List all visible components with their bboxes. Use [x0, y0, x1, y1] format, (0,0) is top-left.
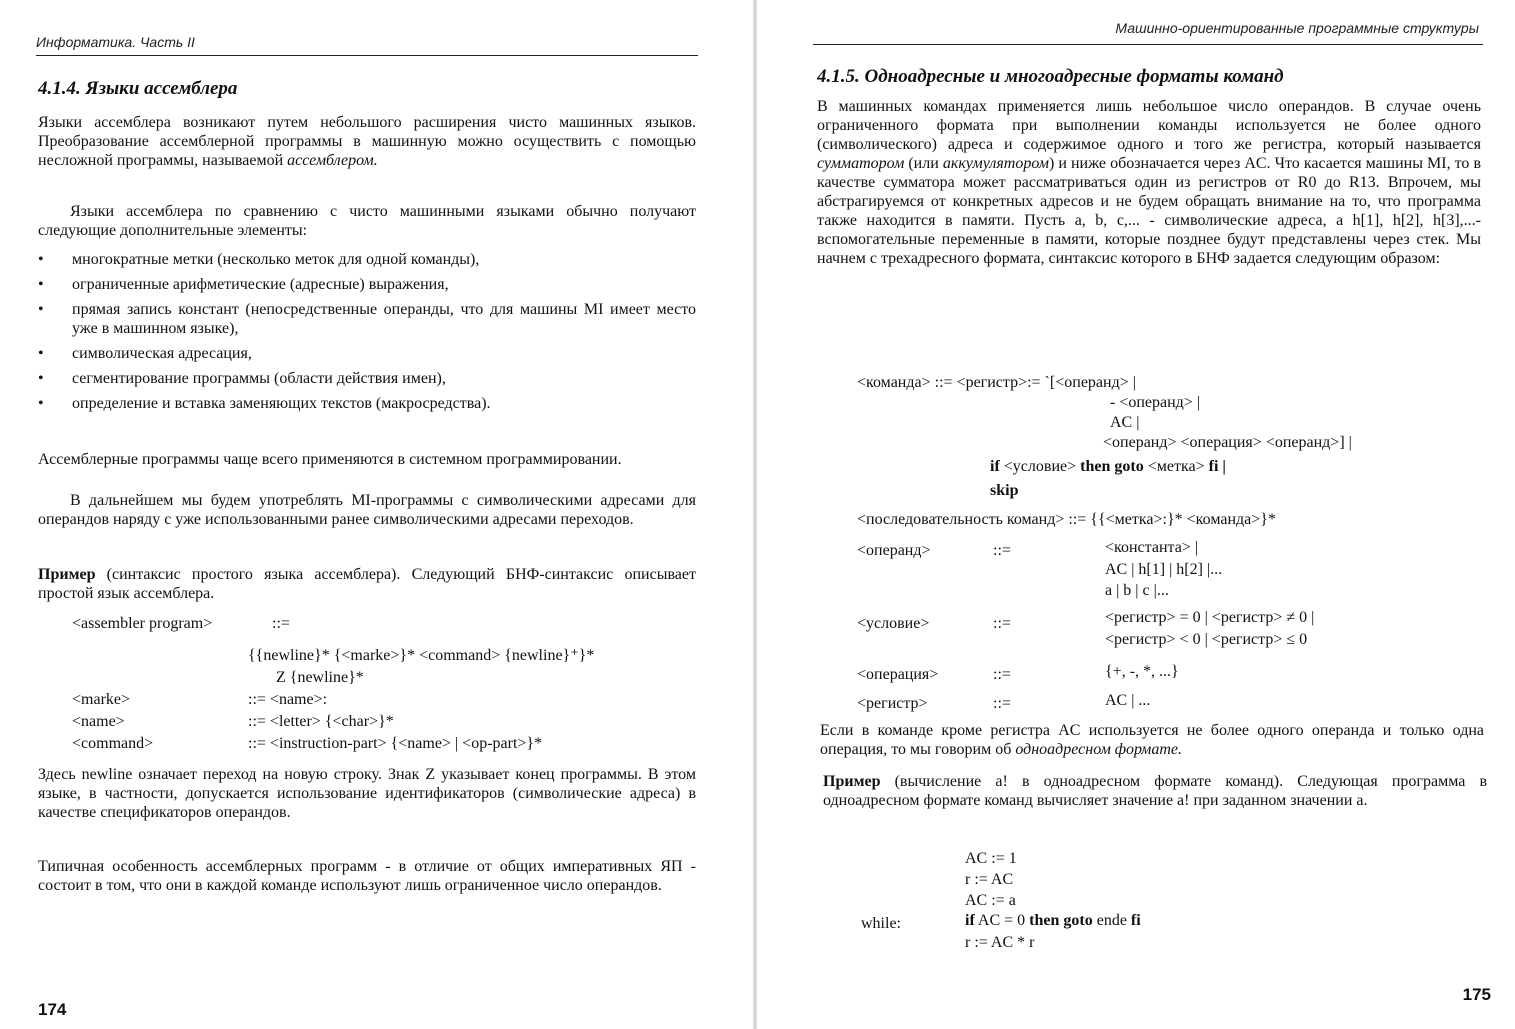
grammar-rhs: AC | h[1] | h[2] |... [1105, 561, 1223, 578]
paragraph-text: ) и ниже обозначается через AC. Что касается машины MI, то в качестве сумматора может рассматриваться один из регистров от R0 до R13. Впрочем, мы абстрагируемся от конкретных адресов и не будем обращать внимание на то, что программа также находится в памяти. Пусть a, b, c,... - символические адреса, а h[1], h[2], h[3],...- вспомогательные переменные в памяти, которые позднее будут представлены через стек. Мы начнем с трехадресного формата, синтаксис которого в БНФ задается следующим образом: [817, 155, 1482, 267]
keyword-fi: fi | [1208, 458, 1226, 475]
right-page [765, 0, 1515, 1029]
list-item: • прямая запись констант (непосредственные операнды, что для машины MI имеет место уже в машинном языке), [38, 300, 696, 338]
paragraph-mi-programs: В дальнейшем мы будем употреблять MI-программы с символическими адресами для операндов наряду с уже использованными ранее символическими адресами переходов. [38, 492, 696, 528]
example-text: (синтаксис простого языка ассемблера). Следующий БНФ-синтаксис описывает простой язык ассемблера. [38, 566, 696, 602]
paragraph-text: (или [904, 155, 943, 172]
grammar-lhs: <регистр> [857, 695, 928, 712]
program-line: AC := a [965, 892, 1016, 909]
program-line [965, 910, 1141, 932]
paragraph-typical-feature: Типичная особенность ассемблерных программ - в отличие от общих императивных ЯП - состоит в том, что они в каждой команде используют лишь ограниченное число операндов. [38, 858, 696, 894]
grammar-op: ::= [993, 615, 1011, 632]
assembler-grammar [0, 0, 750, 760]
grammar-lhs: <name> [72, 713, 125, 730]
keyword-skip: skip [990, 482, 1019, 499]
section-title: 4.1.4. Языки ассемблера [38, 78, 238, 99]
paragraph-text: Если в команде кроме регистра AC используется не более одного операнда и только одна операция, то мы говорим об [820, 722, 1484, 758]
grammar-alt: <операнд> <операция> <операнд>] | [1103, 434, 1352, 451]
term-one-address-format: одноадресном формате. [1015, 741, 1183, 758]
page-number: 175 [1462, 985, 1491, 1004]
paragraph-elements: Языки ассемблера по сравнению с чисто машинными языками обычно получают следующие дополнительные элементы: [38, 203, 696, 239]
page-number: 174 [38, 1000, 67, 1019]
grammar-op: ::= [272, 615, 290, 632]
grammar-op: ::= [993, 666, 1011, 683]
program-line: r := AC [965, 871, 1014, 888]
grammar-rhs: <регистр> < 0 | <регистр> ≤ 0 [1105, 631, 1308, 648]
grammar-rhs: AC | ... [1105, 692, 1151, 709]
keyword-then-goto: then goto [1080, 458, 1144, 475]
grammar-rhs: <константа> | [1105, 539, 1199, 556]
list-item: • сегментирование программы (области действия имен), [38, 369, 696, 388]
example-label: Пример [823, 773, 881, 790]
grammar-lhs: <marke> [72, 691, 131, 708]
term-accumulator: сумматором [817, 155, 905, 172]
paragraph-text: В машинных командах применяется лишь небольшое число операндов. В случае очень ограниченного формата при выполнении команды используется не более одного (символического) адреса и содержимое одного и того же регистра, который называется [817, 98, 1481, 153]
grammar-lhs: <условие> [857, 615, 930, 632]
grammar-lhs: <операнд> [857, 542, 931, 559]
program-text: ende [1092, 912, 1131, 929]
grammar-text: <условие> [999, 458, 1081, 475]
term-assembler: ассемблером. [287, 152, 378, 169]
factorial-program [765, 0, 1515, 960]
grammar-rhs: a | b | c |... [1105, 582, 1169, 599]
grammar-lhs: <command> [72, 735, 154, 752]
list-item: • многократные метки (несколько меток для одной команды), [38, 250, 696, 269]
section-title: 4.1.5. Одноадресные и многоадресные форматы команд [817, 66, 1284, 87]
keyword-if: if [965, 912, 975, 929]
grammar-text: <метка> [1143, 458, 1209, 475]
running-header: Машинно-ориентированные программные структуры [1115, 20, 1479, 36]
example-label: Пример [38, 566, 96, 583]
program-line: AC := 1 [965, 850, 1017, 867]
keyword-if: if [990, 458, 1000, 475]
book-gutter [752, 0, 758, 1029]
grammar-rhs: ::= <instruction-part> {<name> | <op-part>}* [248, 735, 543, 752]
program-text: AC = 0 [974, 912, 1030, 929]
example-text: (вычисление a! в одноадресном формате команд). Следующая программа в одноадресном формате команд вычисляет значение a! при заданном значении a. [823, 773, 1487, 809]
paragraph-text: Языки ассемблера возникают путем небольшого расширения чисто машинных языков. Преобразование ассемблерной программы в машинную можно осуществить с помощью несложной программы, называемой [38, 114, 696, 169]
grammar-lhs: <операция> [857, 666, 939, 683]
term-accumulator-alt: аккумулятором [942, 155, 1049, 172]
grammar-lhs: <assembler program> [72, 615, 213, 632]
grammar-rhs: <регистр> = 0 | <регистр> ≠ 0 | [1105, 609, 1315, 626]
list-item: • определение и вставка заменяющих текстов (макросредства). [38, 394, 696, 413]
program-line: r := AC * r [965, 934, 1035, 951]
left-page [0, 0, 750, 1029]
grammar-command-rule: <команда> ::= <регистр>:= `[<операнд> | [857, 374, 1136, 391]
keyword-then-goto: then goto [1029, 912, 1093, 929]
grammar-rhs: {{newline}* {<marke>}* <command> {newline}⁺}* [248, 647, 595, 664]
grammar-op: ::= [993, 695, 1011, 712]
grammar-sequence-rule: <последовательность команд> ::= {{<метка>:}* <команда>}* [857, 511, 1276, 528]
list-item: • символическая адресация, [38, 344, 696, 363]
grammar-op: ::= [993, 542, 1011, 559]
grammar-alt: AC | [1110, 414, 1140, 431]
grammar-rhs: ::= <letter> {<char>}* [248, 713, 394, 730]
grammar-rhs: {+, -, *, ...} [1105, 663, 1179, 680]
keyword-fi: fi [1130, 912, 1141, 929]
paragraph-newline-explanation: Здесь newline означает переход на новую строку. Знак Z указывает конец программы. В этом языке, в частности, допускается использование идентификаторов (символические адреса) в качестве спецификаторов операндов. [38, 766, 696, 821]
grammar-alt: - <операнд> | [1110, 394, 1201, 411]
grammar-rhs: Z {newline}* [276, 669, 364, 686]
paragraph-system-programming: Ассемблерные программы чаще всего применяются в системном программировании. [38, 451, 622, 468]
list-item: • ограниченные арифметические (адресные) выражения, [38, 275, 696, 294]
program-label-while: while: [861, 915, 901, 932]
grammar-rhs: ::= <name>: [248, 691, 328, 708]
running-header: Информатика. Часть II [36, 34, 195, 50]
